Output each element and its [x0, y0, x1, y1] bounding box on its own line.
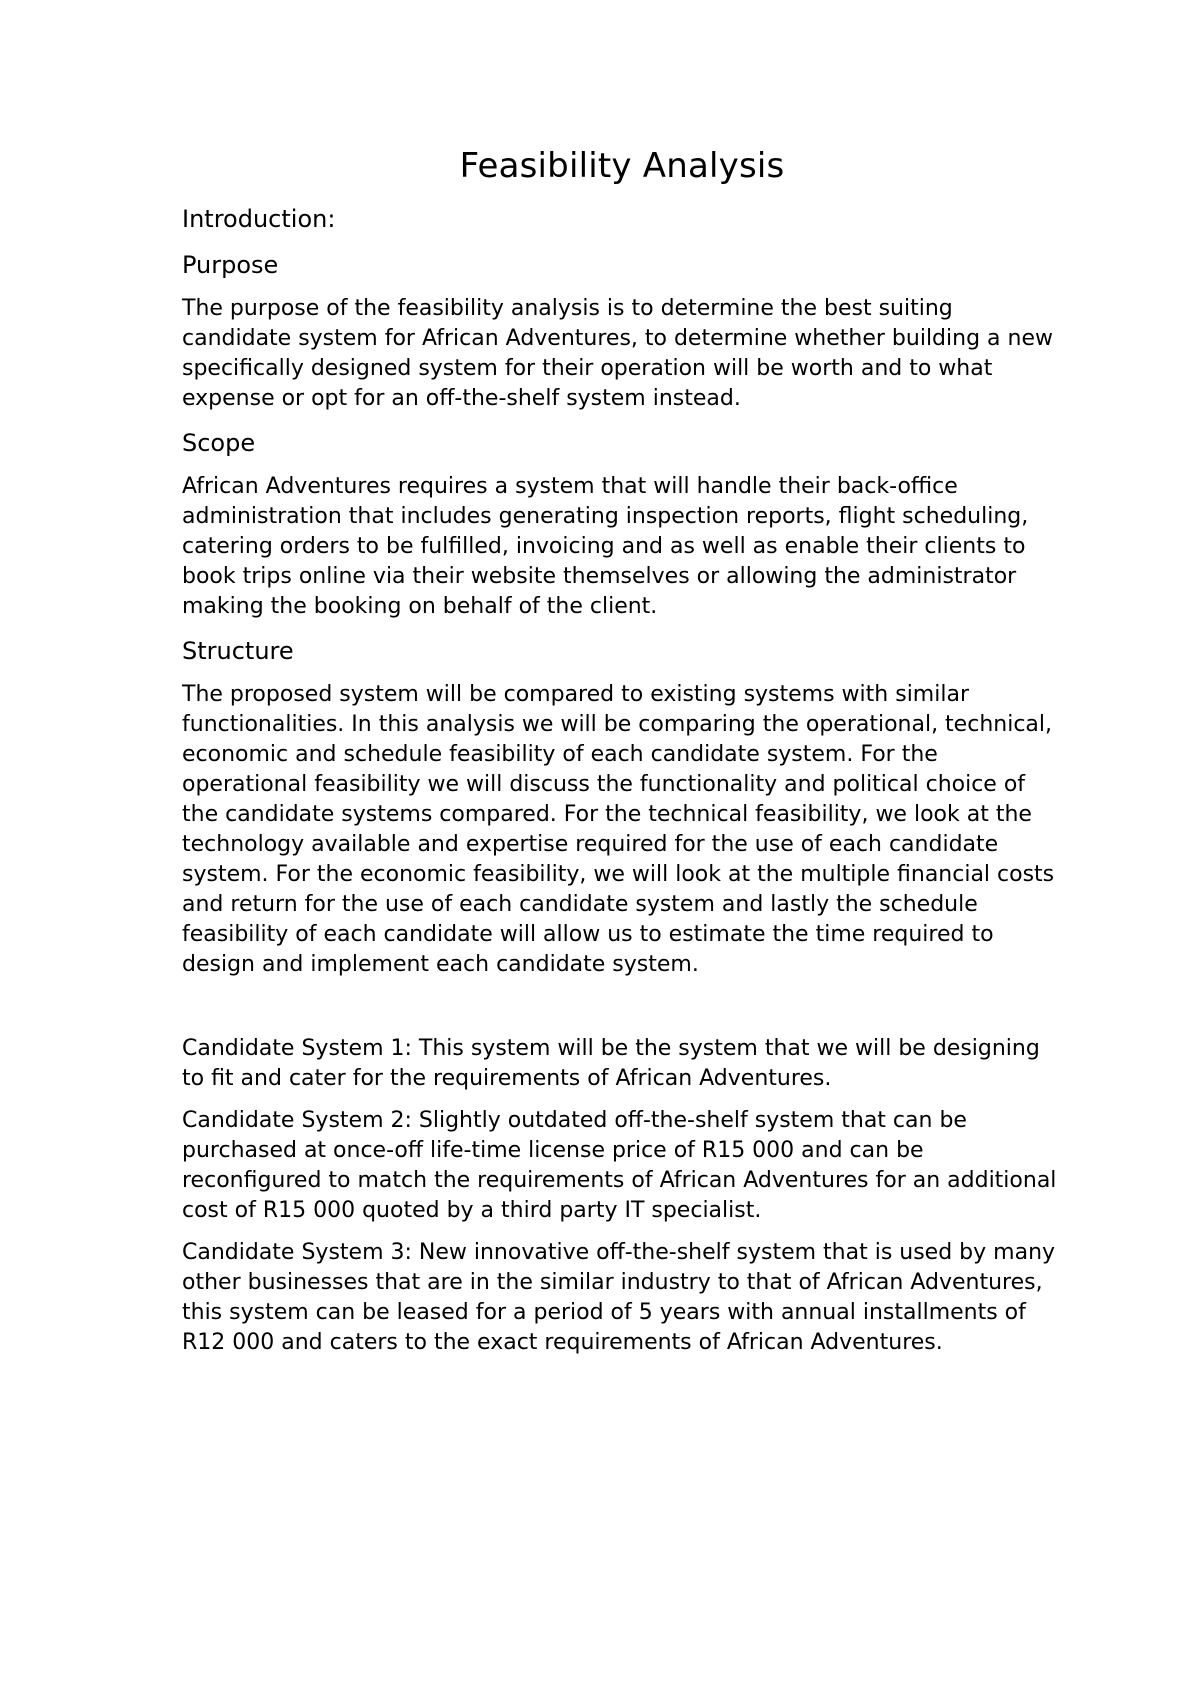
section-spacer — [182, 992, 1062, 1034]
purpose-paragraph: The purpose of the feasibility analysis is to determine the best suiting candidate system for African Adventures, to determine whether building a new specifically designed system for their operation will be worth and to what expense or opt for an off-the-shelf system instead. — [182, 296, 1053, 411]
candidate-system-1: Candidate System 1: This system will be the system that we will be designing to fit and cater for the requirements of African Adventures. — [182, 1036, 1040, 1091]
structure-heading: Structure — [182, 637, 294, 665]
candidate-system-2: Candidate System 2: Slightly outdated off-the-shelf system that can be purchased at once-off life-time license price of R15 000 and can be reconfigured to match the requirements of African Adventures for an additional cost of R15 000 quoted by a third party IT specialist. — [182, 1108, 1057, 1223]
introduction-label: Introduction: — [182, 205, 336, 233]
page-title: Feasibility Analysis — [459, 146, 785, 186]
candidate-system-3: Candidate System 3: New innovative off-the-shelf system that is used by many other businesses that are in the similar industry to that of African Adventures, this system can be leased for a period of 5 years with annual installments of R12 000 and caters to the exact requirements of African Adventures. — [182, 1240, 1056, 1355]
structure-paragraph: The proposed system will be compared to existing systems with similar functionalities. In this analysis we will be comparing the operational, technical, economic and schedule feasibility of each candidate system. For the operational feasibility we will discuss the functionality and political choice of the candidate systems compared. For the technical feasibility, we look at the technology available and expertise required for the use of each candidate system. For the economic feasibility, we will look at the multiple financial costs and return for the use of each candidate system and lastly the schedule feasibility of each candidate will allow us to estimate the time required to design and implement each candidate system. — [182, 682, 1055, 977]
document-content — [182, 142, 1062, 1370]
scope-paragraph: African Adventures requires a system that will handle their back-office administration that includes generating inspection reports, flight scheduling, catering orders to be fulfilled, invoicing and as well as enable their clients to book trips online via their website themselves or allowing the administrator making the booking on behalf of the client. — [182, 474, 1029, 619]
scope-heading: Scope — [182, 429, 256, 457]
purpose-heading: Purpose — [182, 251, 279, 279]
